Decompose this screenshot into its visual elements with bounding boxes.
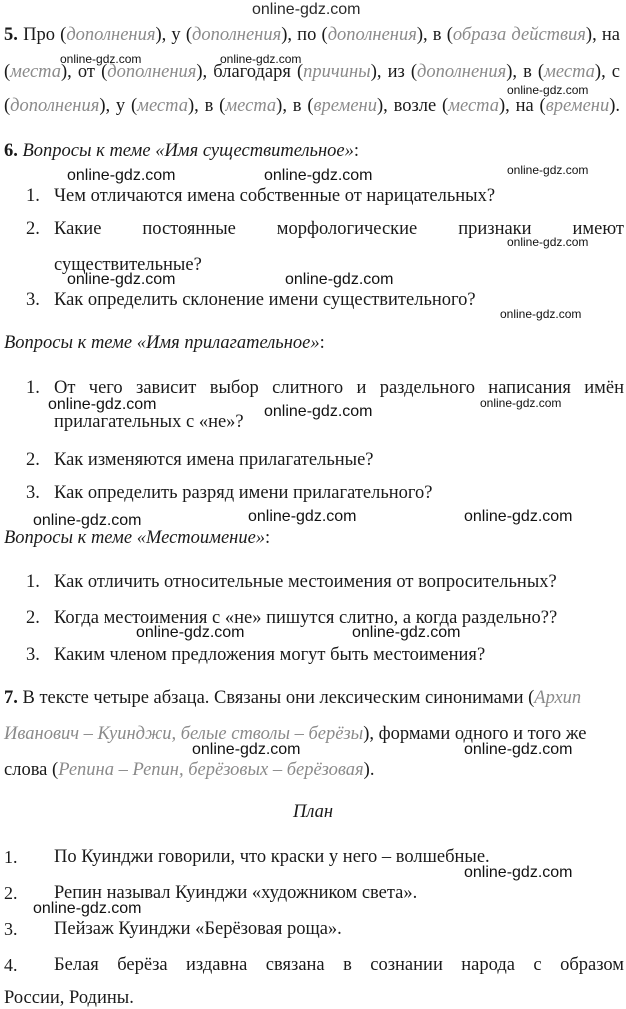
pron-q1-text: Как отличить относительные местоимения от вопросительных?: [54, 572, 557, 592]
text-segment: ).: [609, 96, 621, 116]
task7-line-3-gray: Репина – Репин, берёзовых – берёзовая: [58, 760, 364, 780]
gray-annotation: образа действия: [452, 25, 586, 45]
text-segment: ), на (: [499, 96, 546, 116]
noun-q2-text-line-1: Какие постоянные морфологические признаки имеют: [54, 219, 624, 239]
text-segment: ), в (: [276, 96, 314, 116]
adj-q2-text: Как изменяются имена прилагательные?: [54, 450, 374, 470]
text-segment: ), по (: [281, 25, 328, 45]
task5-line-3: [4, 95, 620, 117]
adj-q1-text-line-2: прилагательных с «не»?: [54, 412, 244, 432]
watermark: online-gdz.com: [60, 52, 142, 66]
watermark: online-gdz.com: [507, 83, 589, 97]
gray-annotation: места: [448, 96, 500, 116]
plan-1-text: По Куинджи говорили, что краски у него – волшебные.: [54, 847, 490, 867]
plan-3-number: 3.: [4, 919, 18, 939]
noun-q2-text-line-2: существительные?: [54, 255, 202, 275]
watermark: online-gdz.com: [136, 624, 245, 641]
task5-number: 5.: [4, 25, 18, 45]
watermark: online-gdz.com: [464, 741, 573, 758]
noun-q3-number: 3.: [26, 290, 40, 310]
task7-line-3-end: ).: [363, 760, 375, 780]
noun-q1-number: 1.: [26, 186, 40, 206]
plan-2-number: 2.: [4, 883, 18, 903]
watermark: online-gdz.com: [67, 167, 176, 184]
task7-line-3-text: слова (: [4, 760, 59, 780]
noun-q2-number: 2.: [26, 219, 40, 239]
plan-4-text-line-1: Белая берёза издавна связана в сознании народа с образом: [54, 955, 624, 975]
watermark: online-gdz.com: [248, 508, 357, 525]
adj-q1-number: 1.: [26, 378, 40, 398]
gray-annotation: дополнения: [327, 25, 417, 45]
plan-3-text: Пейзаж Куинджи «Берёзовая роща».: [54, 919, 342, 939]
site-header: online-gdz.com: [252, 1, 361, 18]
plan-1-number: 1.: [4, 847, 18, 867]
gray-annotation: времени: [545, 96, 610, 116]
text-segment: (: [4, 62, 11, 82]
gray-annotation: места: [544, 62, 595, 82]
gray-annotation: дополнения: [417, 62, 507, 82]
noun-q3-text: Как определить склонение имени существительного?: [54, 290, 476, 310]
gray-annotation: дополнения: [192, 25, 282, 45]
gray-annotation: причины: [303, 62, 371, 82]
plan-2-text: Репин называл Куинджи «художником света».: [54, 883, 418, 903]
watermark: online-gdz.com: [33, 900, 142, 917]
gray-annotation: дополнения: [10, 96, 100, 116]
plan-title: План: [292, 802, 334, 822]
watermark: online-gdz.com: [285, 271, 394, 288]
adj-q3-number: 3.: [26, 483, 40, 503]
gray-annotation: времени: [313, 96, 377, 116]
plan-4-number: 4.: [4, 955, 18, 975]
text-segment: ), благодаря (: [196, 62, 304, 82]
watermark: online-gdz.com: [464, 508, 573, 525]
adj-q3-text: Как определить разряд имени прилагательного?: [54, 483, 433, 503]
task7-line-1-gray: Архип: [534, 688, 582, 708]
adj-heading: [4, 332, 620, 354]
task6-noun-heading: Вопросы к теме «Имя существительное»: [22, 141, 354, 161]
watermark: online-gdz.com: [67, 271, 176, 288]
watermark: online-gdz.com: [464, 864, 573, 881]
text-segment: ), от (: [61, 62, 108, 82]
task7-line-1-text: В тексте четыре абзаца. Связаны они лексическим синонимами (: [17, 688, 535, 708]
pron-q2-text: Когда местоимения с «не» пишутся слитно, а когда раздельно??: [54, 608, 558, 628]
text-segment: ), в (: [416, 25, 453, 45]
pron-q3-text: Каким членом предложения могут быть местоимения?: [54, 645, 486, 665]
task7-line-1: [4, 687, 620, 709]
adj-heading-text: Вопросы к теме «Имя прилагательное»: [4, 333, 320, 353]
task6-heading-colon: :: [353, 141, 360, 161]
watermark: online-gdz.com: [192, 741, 301, 758]
watermark: online-gdz.com: [352, 624, 461, 641]
text-segment: ), в (: [187, 96, 226, 116]
text-segment: Про (: [23, 25, 67, 45]
text-segment: ), у (: [155, 25, 193, 45]
noun-q1-text: Чем отличаются имена собственные от нарицательных?: [54, 186, 496, 206]
task7-line-2-gray: Иванович – Куинджи, белые стволы – берёзы: [4, 724, 364, 744]
plan-4-text-line-2: России, Родины.: [4, 988, 134, 1008]
task5-line-1: [4, 24, 620, 46]
watermark: online-gdz.com: [264, 167, 373, 184]
text-segment: ), с: [594, 62, 621, 82]
text-segment: ), у (: [99, 96, 138, 116]
watermark: online-gdz.com: [220, 52, 302, 66]
task6-heading: [4, 140, 620, 162]
watermark: online-gdz.com: [507, 235, 589, 249]
watermark: online-gdz.com: [500, 307, 582, 321]
text-segment: ), в (: [506, 62, 545, 82]
gray-annotation: дополнения: [107, 62, 197, 82]
task7-line-3: [4, 759, 620, 781]
watermark: online-gdz.com: [48, 396, 157, 413]
task7-line-2-text: ), формами одного и того же: [363, 724, 587, 744]
task5-line-3-content: [4, 96, 620, 116]
pron-heading-text: Вопросы к теме «Местоимение»: [4, 528, 266, 548]
watermark: online-gdz.com: [264, 403, 373, 420]
pron-heading-colon: :: [265, 528, 271, 548]
watermark: online-gdz.com: [480, 396, 562, 410]
task6-number: 6.: [4, 141, 18, 161]
text-segment: ), на: [585, 25, 621, 45]
pron-heading: [4, 527, 620, 549]
pron-q2-number: 2.: [26, 608, 40, 628]
text-segment: (: [4, 96, 11, 116]
text-segment: ), из (: [370, 62, 418, 82]
task5-line-1-content: [23, 25, 620, 45]
watermark: online-gdz.com: [507, 163, 589, 177]
task7-number: 7.: [4, 688, 18, 708]
pron-q3-number: 3.: [26, 645, 40, 665]
gray-annotation: дополнения: [66, 25, 156, 45]
adj-heading-colon: :: [319, 333, 325, 353]
watermark: online-gdz.com: [33, 512, 142, 529]
gray-annotation: места: [225, 96, 277, 116]
adj-q2-number: 2.: [26, 450, 40, 470]
gray-annotation: места: [10, 62, 61, 82]
adj-q1-text-line-1: От чего зависит выбор слитного и раздельного написания имён: [54, 378, 624, 398]
pron-q1-number: 1.: [26, 572, 40, 592]
text-segment: ), возле (: [376, 96, 449, 116]
gray-annotation: места: [137, 96, 188, 116]
